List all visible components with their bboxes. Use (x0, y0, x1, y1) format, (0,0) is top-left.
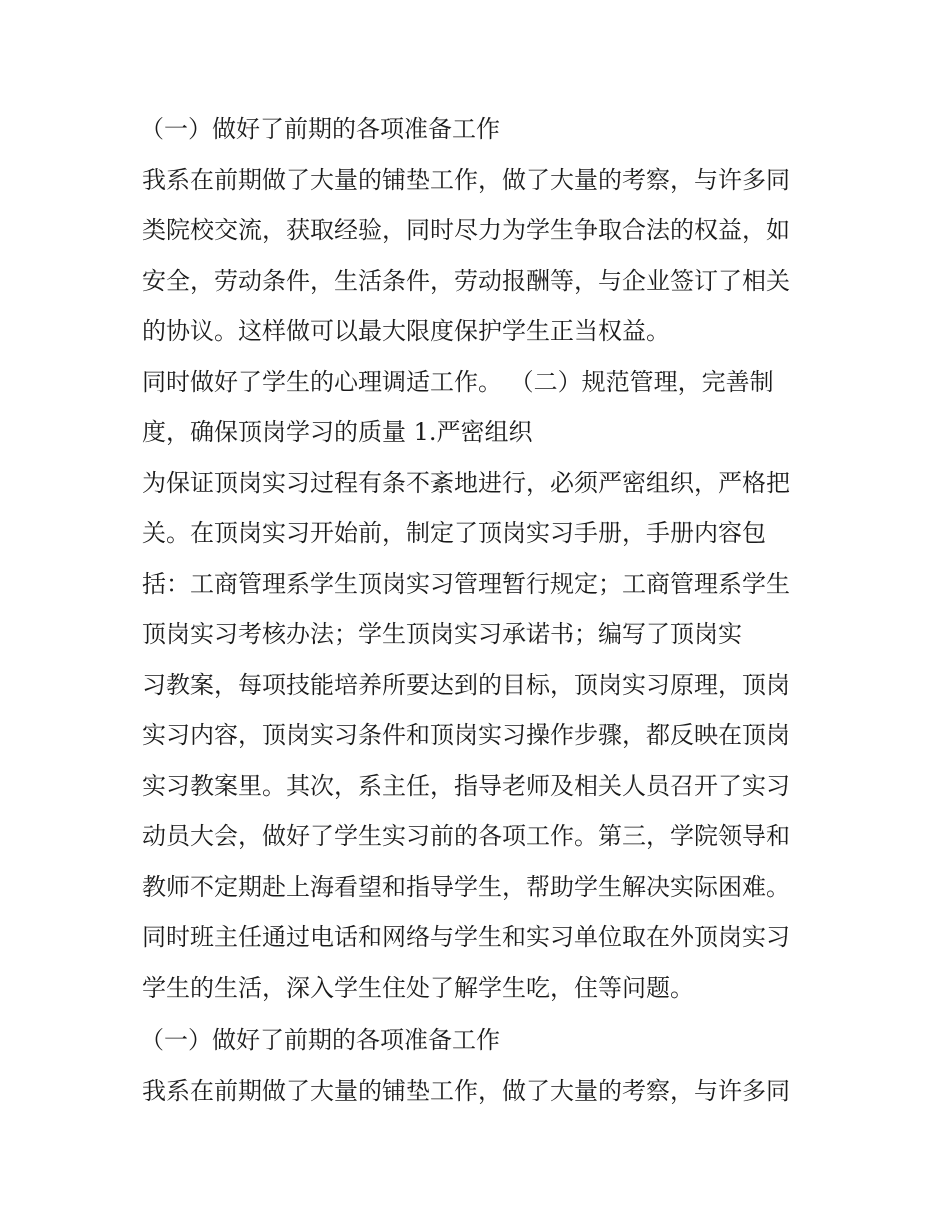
body-line: 同时做好了学生的心理调适工作。 （二）规范管理，完善制 (142, 368, 774, 396)
body-line: 关。在顶岗实习开始前，制定了顶岗实习手册，手册内容包 (142, 519, 766, 547)
body-line: 为保证顶岗实习过程有条不紊地进行，必须严密组织，严格把 (142, 469, 790, 497)
body-line: 我系在前期做了大量的铺垫工作，做了大量的考察，与许多同 (142, 166, 790, 194)
body-line: 教师不定期赴上海看望和指导学生，帮助学生解决实际困难。 (142, 873, 790, 901)
section-heading: （一）做好了前期的各项准备工作 (140, 1026, 500, 1054)
body-line: 安全，劳动条件，生活条件，劳动报酬等，与企业签订了相关 (142, 267, 790, 295)
body-line: 学生的生活，深入学生住处了解学生吃，住等问题。 (142, 974, 694, 1002)
body-line: 度，确保顶岗学习的质量 1.严密组织 (142, 418, 533, 446)
body-line: 实习教案里。其次，系主任，指导老师及相关人员召开了实习 (142, 772, 790, 800)
body-line: 同时班主任通过电话和网络与学生和实习单位取在外顶岗实习 (142, 923, 790, 951)
body-line: 的协议。这样做可以最大限度保护学生正当权益。 (142, 317, 670, 345)
body-line: 习教案，每项技能培养所要达到的目标，顶岗实习原理，顶岗 (142, 671, 790, 699)
section-heading: （一）做好了前期的各项准备工作 (140, 115, 500, 143)
body-line: 括：工商管理系学生顶岗实习管理暂行规定；工商管理系学生 (142, 570, 790, 598)
body-line: 我系在前期做了大量的铺垫工作，做了大量的考察，与许多同 (142, 1077, 790, 1105)
body-line: 类院校交流，获取经验，同时尽力为学生争取合法的权益，如 (142, 216, 790, 244)
body-line: 动员大会，做好了学生实习前的各项工作。第三，学院领导和 (142, 822, 790, 850)
body-line: 顶岗实习考核办法；学生顶岗实习承诺书；编写了顶岗实 (142, 620, 742, 648)
body-line: 实习内容，顶岗实习条件和顶岗实习操作步骤，都反映在顶岗 (142, 721, 790, 749)
